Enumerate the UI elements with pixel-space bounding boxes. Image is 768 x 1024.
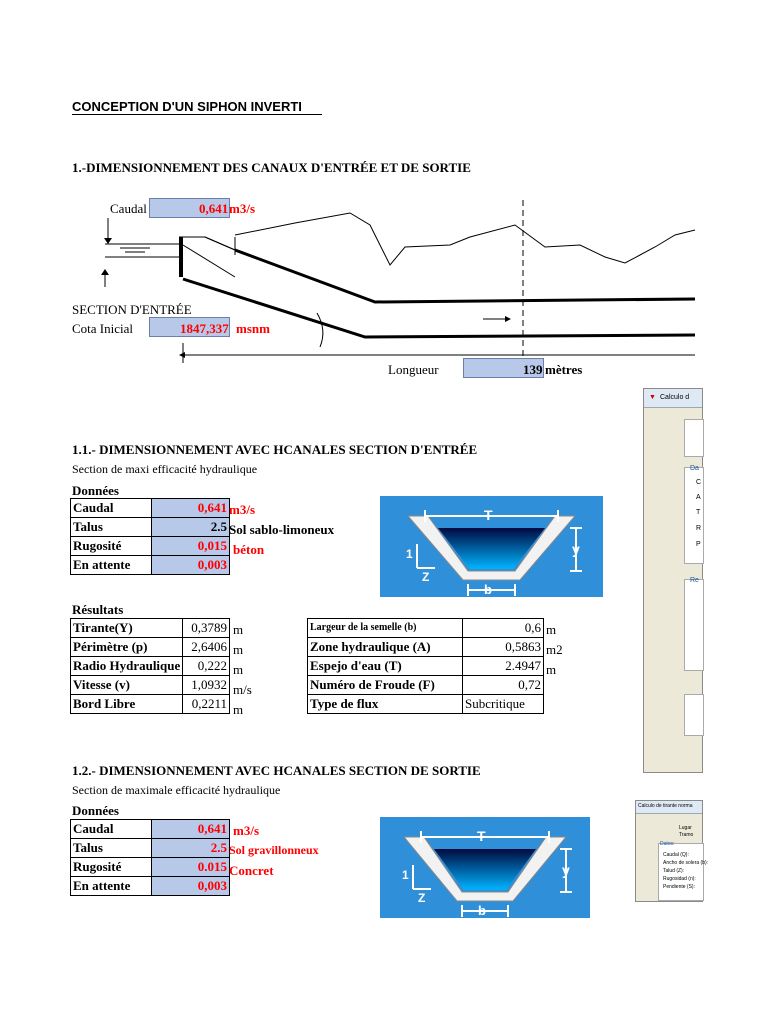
param-value[interactable]: 0,003 bbox=[152, 556, 230, 575]
hcanales-window-screenshot-2 bbox=[635, 800, 709, 902]
label-T: T bbox=[484, 507, 493, 523]
param-unit: Sol sablo-limoneux bbox=[229, 522, 335, 537]
result-label: Radio Hydraulique bbox=[71, 657, 183, 676]
table-row bbox=[308, 676, 544, 695]
param-label: Talus bbox=[71, 518, 152, 537]
section1-heading: 1.-DIMENSIONNEMENT DES CANAUX D'ENTRÉE ET DE SORTIE bbox=[72, 160, 471, 175]
cota-unit: msnm bbox=[236, 321, 270, 336]
section12-subtitle: Section de maximale efficacité hydraulique bbox=[72, 783, 281, 797]
table-row bbox=[71, 676, 230, 695]
param-unit: Concret bbox=[229, 863, 274, 878]
table-row bbox=[308, 638, 544, 657]
param-value[interactable]: 0,015 bbox=[152, 537, 230, 556]
label-T: T bbox=[477, 828, 486, 844]
result-label: Zone hydraulique (A) bbox=[308, 638, 463, 657]
param-value[interactable]: 0,641 bbox=[152, 820, 230, 839]
window-title: Calculo de tirante norma bbox=[638, 803, 693, 809]
trapezoid-figure-1 bbox=[380, 496, 603, 597]
label-b: b bbox=[484, 582, 492, 597]
section11-subtitle: Section de maxi efficacité hydraulique bbox=[72, 462, 258, 476]
table-row bbox=[71, 820, 230, 839]
result-value: 0,3789 bbox=[183, 619, 230, 638]
result-label: Largeur de la semelle (b) bbox=[308, 619, 463, 638]
table-row bbox=[71, 858, 230, 877]
hcanales-window-screenshot-1: ▼ Calculo d Da C A T R P Re bbox=[643, 388, 703, 773]
result-value: Subcritique bbox=[463, 695, 544, 714]
result-unit: m bbox=[233, 702, 244, 717]
param-label: En attente bbox=[71, 877, 152, 896]
label-1: 1 bbox=[402, 868, 409, 882]
label-1: 1 bbox=[406, 547, 413, 561]
result-value: 0,72 bbox=[463, 676, 544, 695]
inlet-wall bbox=[179, 237, 183, 277]
table-row bbox=[71, 619, 230, 638]
result-unit: m bbox=[233, 642, 244, 657]
result-value: 2.4947 bbox=[463, 657, 544, 676]
param-value[interactable]: 2.5 bbox=[152, 518, 230, 537]
table-row bbox=[71, 638, 230, 657]
water-arrow-head bbox=[104, 238, 112, 244]
param-label: Caudal bbox=[71, 820, 152, 839]
result-label: Espejo d'eau (T) bbox=[308, 657, 463, 676]
longueur-value: 139 bbox=[523, 362, 543, 377]
result-value: 0,6 bbox=[463, 619, 544, 638]
result-label: Périmètre (p) bbox=[71, 638, 183, 657]
field-label: Rugosidad (n): bbox=[663, 876, 696, 882]
label-b: b bbox=[478, 903, 486, 918]
param-label: Rugosité bbox=[71, 537, 152, 556]
resultats-label: Résultats bbox=[72, 602, 124, 617]
tramo-label: Tramo bbox=[679, 832, 694, 838]
ground-profile bbox=[235, 213, 695, 265]
param-unit: Sol gravillonneux bbox=[229, 843, 319, 857]
page-title: CONCEPTION D'UN SIPHON INVERTI bbox=[72, 99, 322, 115]
result-label: Tirante(Y) bbox=[71, 619, 183, 638]
table-row bbox=[308, 695, 544, 714]
result-unit: m bbox=[233, 662, 244, 677]
pipe-upper-line bbox=[235, 250, 695, 302]
result-value: 0,5863 bbox=[463, 638, 544, 657]
section11-donnees-table bbox=[70, 498, 230, 575]
table-row bbox=[71, 657, 230, 676]
table-row bbox=[308, 619, 544, 638]
resultats-right-table bbox=[307, 618, 544, 714]
table-row bbox=[71, 499, 230, 518]
field-label: Caudal (Q): bbox=[663, 852, 689, 858]
trapezoid-figure-2 bbox=[380, 817, 590, 918]
result-value: 2,6406 bbox=[183, 638, 230, 657]
param-value[interactable]: 0,641 bbox=[152, 499, 230, 518]
table-row bbox=[71, 518, 230, 537]
label-y: y bbox=[572, 541, 580, 557]
result-value: 0,2211 bbox=[183, 695, 230, 714]
field-label: Pendiente (S): bbox=[663, 884, 695, 890]
caudal-value: 0,641 bbox=[199, 201, 229, 216]
caudal-label: Caudal bbox=[110, 201, 147, 216]
result-unit: m2 bbox=[546, 642, 563, 657]
param-label: Rugosité bbox=[71, 858, 152, 877]
param-label: Caudal bbox=[71, 499, 152, 518]
angle-arc bbox=[317, 313, 323, 347]
table-row bbox=[71, 556, 230, 575]
result-label: Type de flux bbox=[308, 695, 463, 714]
longueur-label: Longueur bbox=[388, 362, 439, 377]
param-unit: m3/s bbox=[233, 823, 259, 838]
section11-donnees-label: Données bbox=[72, 483, 119, 498]
table-row bbox=[71, 537, 230, 556]
section12-heading: 1.2.- DIMENSIONNEMENT AVEC HCANALES SECTION DE SORTIE bbox=[72, 763, 481, 778]
result-unit: m bbox=[546, 622, 557, 637]
table-row bbox=[71, 695, 230, 714]
siphon-diagram bbox=[95, 195, 705, 385]
resultats-left-table bbox=[70, 618, 230, 714]
result-label: Vitesse (v) bbox=[71, 676, 183, 695]
window-title: Calculo d bbox=[660, 394, 690, 401]
field-label: Ancho de solera (b): bbox=[663, 860, 709, 866]
result-unit: m bbox=[233, 622, 244, 637]
window-icon: ▼ bbox=[649, 394, 656, 401]
longueur-unit: mètres bbox=[545, 362, 583, 377]
table-row bbox=[308, 657, 544, 676]
section12-donnees-label: Données bbox=[72, 803, 119, 818]
result-unit: m/s bbox=[233, 682, 252, 697]
label-z: Z bbox=[418, 891, 426, 905]
result-label: Bord Libre bbox=[71, 695, 183, 714]
result-unit: m bbox=[546, 662, 557, 677]
label-y: y bbox=[562, 862, 570, 878]
param-unit: béton bbox=[233, 542, 265, 557]
cota-label: Cota Inicial bbox=[72, 321, 134, 336]
param-value[interactable]: 2.5 bbox=[152, 839, 230, 858]
result-label: Numéro de Froude (F) bbox=[308, 676, 463, 695]
section-entree-label: SECTION D'ENTRÉE bbox=[72, 302, 192, 317]
field-label: Talud (Z): bbox=[663, 868, 685, 874]
table-row bbox=[71, 877, 230, 896]
param-label: En attente bbox=[71, 556, 152, 575]
lugar-label: Lugar bbox=[679, 825, 692, 831]
result-value: 1,0932 bbox=[183, 676, 230, 695]
result-value: 0,222 bbox=[183, 657, 230, 676]
param-value[interactable]: 0.015 bbox=[152, 858, 230, 877]
param-unit: m3/s bbox=[229, 502, 255, 517]
label-z: Z bbox=[422, 570, 430, 584]
caudal-unit: m3/s bbox=[229, 201, 255, 216]
param-label: Talus bbox=[71, 839, 152, 858]
datos-label: Datos: bbox=[660, 841, 675, 847]
section12-donnees-table bbox=[70, 819, 230, 896]
cota-value: 1847,337 bbox=[180, 321, 229, 336]
param-value[interactable]: 0,003 bbox=[152, 877, 230, 896]
table-row bbox=[71, 839, 230, 858]
section11-heading: 1.1.- DIMENSIONNEMENT AVEC HCANALES SECTION D'ENTRÉE bbox=[72, 442, 478, 457]
